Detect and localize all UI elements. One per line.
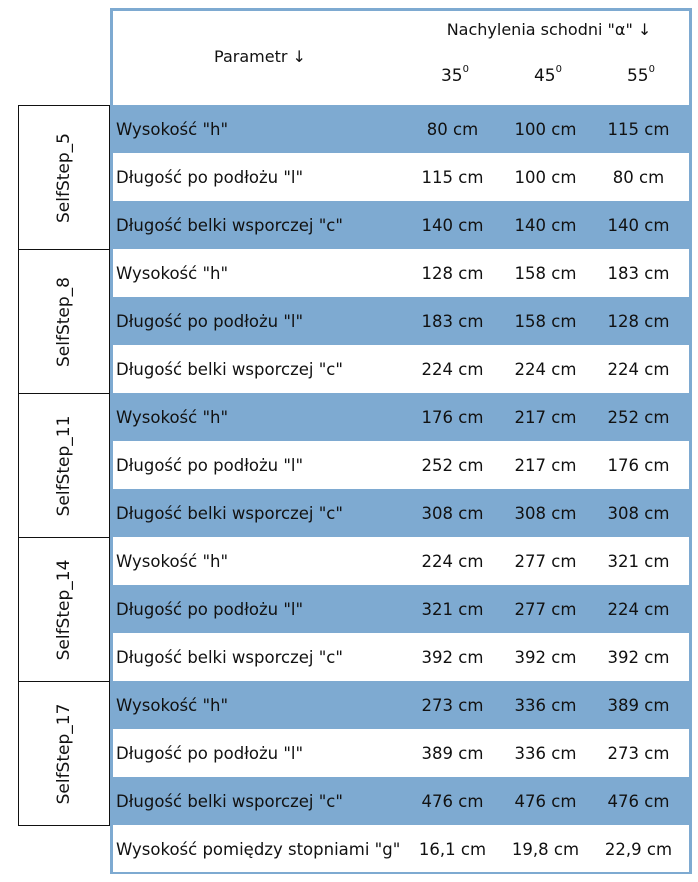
table-row bbox=[113, 441, 689, 489]
parameter-name: Wysokość pomiędzy stopniami "g" bbox=[116, 839, 401, 859]
value-cell: 140 cm bbox=[514, 215, 577, 235]
value-cell: 115 cm bbox=[607, 119, 670, 139]
value-cell: 224 cm bbox=[607, 359, 670, 379]
group-name: SelfStep_11 bbox=[54, 415, 74, 516]
value-cell: 100 cm bbox=[514, 167, 577, 187]
value-cell: 224 cm bbox=[514, 359, 577, 379]
footer-row bbox=[113, 826, 689, 872]
table-row bbox=[113, 201, 689, 249]
value-cell: 183 cm bbox=[421, 311, 484, 331]
parameter-name: Długość po podłożu "l" bbox=[116, 455, 304, 475]
value-cell: 476 cm bbox=[607, 791, 670, 811]
value-cell: 176 cm bbox=[607, 455, 670, 475]
group-label-cell bbox=[18, 681, 110, 826]
value-cell: 128 cm bbox=[421, 263, 484, 283]
table-row bbox=[113, 153, 689, 201]
value-cell: 22,9 cm bbox=[604, 839, 673, 859]
value-cell: 115 cm bbox=[421, 167, 484, 187]
parameter-name: Długość belki wsporczej "c" bbox=[116, 359, 343, 379]
value-cell: 308 cm bbox=[421, 503, 484, 523]
param-column-header: Parametr ↓ bbox=[214, 47, 306, 66]
parameter-name: Długość po podłożu "l" bbox=[116, 167, 304, 187]
table-row bbox=[113, 633, 689, 681]
table-row bbox=[113, 105, 689, 153]
parameter-name: Długość po podłożu "l" bbox=[116, 743, 304, 763]
angle-column-header: Nachylenia schodni "α" ↓ bbox=[446, 20, 652, 39]
table-row bbox=[113, 345, 689, 393]
value-cell: 321 cm bbox=[607, 551, 670, 571]
group-name: SelfStep_17 bbox=[54, 703, 74, 804]
value-cell: 308 cm bbox=[607, 503, 670, 523]
parameter-name: Wysokość "h" bbox=[116, 407, 229, 427]
parameter-name: Długość po podłożu "l" bbox=[116, 311, 304, 331]
value-cell: 224 cm bbox=[421, 359, 484, 379]
value-cell: 389 cm bbox=[421, 743, 484, 763]
value-cell: 158 cm bbox=[514, 311, 577, 331]
value-cell: 80 cm bbox=[612, 167, 665, 187]
value-cell: 389 cm bbox=[607, 695, 670, 715]
value-cell: 336 cm bbox=[514, 743, 577, 763]
value-cell: 252 cm bbox=[421, 455, 484, 475]
value-cell: 476 cm bbox=[421, 791, 484, 811]
value-cell: 273 cm bbox=[607, 743, 670, 763]
value-cell: 476 cm bbox=[514, 791, 577, 811]
table-row bbox=[113, 777, 689, 825]
value-cell: 19,8 cm bbox=[511, 839, 580, 859]
parameter-name: Długość belki wsporczej "c" bbox=[116, 647, 343, 667]
table-row bbox=[113, 585, 689, 633]
value-cell: 277 cm bbox=[514, 551, 577, 571]
value-cell: 273 cm bbox=[421, 695, 484, 715]
group-name: SelfStep_8 bbox=[54, 276, 74, 367]
parameter-name: Długość belki wsporczej "c" bbox=[116, 791, 343, 811]
value-cell: 128 cm bbox=[607, 311, 670, 331]
angle-header-55: $55^0$ bbox=[626, 64, 655, 86]
parameter-name: Długość po podłożu "l" bbox=[116, 599, 304, 619]
parameter-name: Wysokość "h" bbox=[116, 119, 229, 139]
group-name: SelfStep_5 bbox=[54, 132, 74, 223]
table-row bbox=[113, 537, 689, 585]
group-label-cell bbox=[18, 105, 110, 250]
angle-header-35: $35^0$ bbox=[440, 64, 469, 86]
value-cell: 217 cm bbox=[514, 455, 577, 475]
value-cell: 217 cm bbox=[514, 407, 577, 427]
table-row bbox=[113, 681, 689, 729]
value-cell: 158 cm bbox=[514, 263, 577, 283]
value-cell: 308 cm bbox=[514, 503, 577, 523]
table-row bbox=[113, 729, 689, 777]
angle-header-45: $45^0$ bbox=[533, 64, 562, 86]
value-cell: 277 cm bbox=[514, 599, 577, 619]
value-cell: 140 cm bbox=[607, 215, 670, 235]
parameter-name: Wysokość "h" bbox=[116, 263, 229, 283]
table-row bbox=[113, 297, 689, 345]
table-row bbox=[113, 393, 689, 441]
value-cell: 140 cm bbox=[421, 215, 484, 235]
parameter-name: Wysokość "h" bbox=[116, 551, 229, 571]
value-cell: 252 cm bbox=[607, 407, 670, 427]
value-cell: 392 cm bbox=[514, 647, 577, 667]
value-cell: 224 cm bbox=[607, 599, 670, 619]
value-cell: 392 cm bbox=[607, 647, 670, 667]
group-name: SelfStep_14 bbox=[54, 559, 74, 660]
value-cell: 176 cm bbox=[421, 407, 484, 427]
value-cell: 183 cm bbox=[607, 263, 670, 283]
value-cell: 16,1 cm bbox=[418, 839, 487, 859]
value-cell: 80 cm bbox=[426, 119, 479, 139]
value-cell: 321 cm bbox=[421, 599, 484, 619]
value-cell: 392 cm bbox=[421, 647, 484, 667]
value-cell: 336 cm bbox=[514, 695, 577, 715]
group-label-cell bbox=[18, 249, 110, 394]
table-row bbox=[113, 489, 689, 537]
value-cell: 100 cm bbox=[514, 119, 577, 139]
parameter-name: Długość belki wsporczej "c" bbox=[116, 503, 343, 523]
value-cell: 224 cm bbox=[421, 551, 484, 571]
table-row bbox=[113, 249, 689, 297]
group-label-cell bbox=[18, 537, 110, 682]
group-label-cell bbox=[18, 393, 110, 538]
parameter-name: Długość belki wsporczej "c" bbox=[116, 215, 343, 235]
parameter-name: Wysokość "h" bbox=[116, 695, 229, 715]
